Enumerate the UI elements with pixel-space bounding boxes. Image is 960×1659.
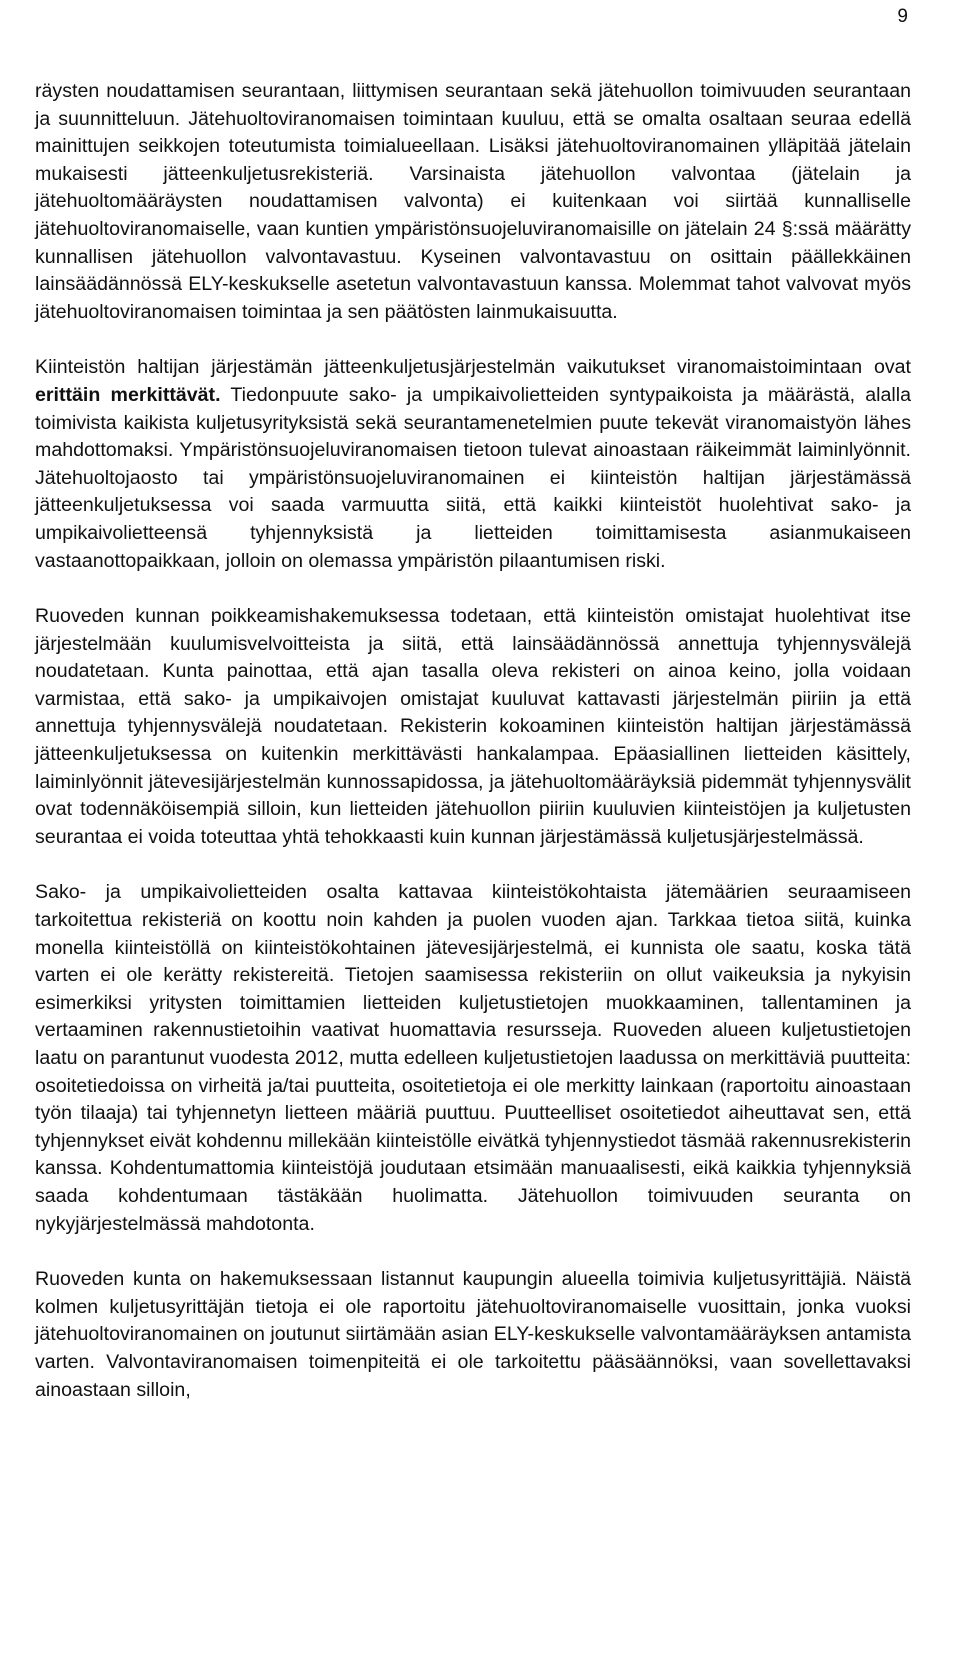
paragraph-5: Ruoveden kunta on hakemuksessaan listannut kaupungin alueella toimivia kuljetusyrittäjiä. Näistä kolmen kuljetusyrittäjän tietoja ei ole raportoitu jätehuoltoviranomaiselle vuosittain, jonka vuoksi jätehuoltoviranomainen on joutunut siirtämään asian ELY-keskukselle valvontamääräyksen antamista varten. Valvontaviranomaisen toimenpiteitä ei ole tarkoitettu pääsäännöksi, vaan sovellettavaksi ainoastaan silloin, <box>35 1268 911 1401</box>
paragraph-1: räysten noudattamisen seurantaan, liittymisen seurantaan sekä jätehuollon toimivuuden seurantaan ja suunnitteluun. Jätehuoltoviranomaisen toimintaan kuuluu, että se omalta osaltaan seuraa edellä mainittujen seikkojen toteutumista toimialueellaan. Lisäksi jätehuoltoviranomainen ylläpitää jätelain mukaisesti jätteenkuljetusrekisteriä. Varsinaista jätehuollon valvontaa (jätelain ja jätehuoltomääräysten noudattamisen valvonta) ei kuitenkaan voi siirtää kunnalliselle jätehuoltoviranomaiselle, vaan kuntien ympäristönsuojeluviranomaisille on jätelain 24 §:ssä määrätty kunnallisen jätehuollon valvontavastuu. Kyseinen valvontavastuu on osittain päällekkäinen lainsäädännössä ELY-keskukselle asetetun valvontavastuun kanssa. Molemmat tahot valvovat myös jätehuoltoviranomaisen toimintaa ja sen päätösten lainmukaisuutta. <box>35 80 911 323</box>
paragraph-2-text-before: Kiinteistön haltijan järjestämän jätteenkuljetusjärjestelmän vaikutukset viranomaistoimintaan ovat <box>35 356 911 379</box>
paragraph-3: Ruoveden kunnan poikkeamishakemuksessa todetaan, että kiinteistön omistajat huolehtivat itse järjestelmään kuulumisvelvoitteista ja siitä, että lainsäädännössä annettuja tyhjennysvälejä noudatetaan. Kunta painottaa, että ajan tasalla oleva rekisteri on ainoa keino, jolla voidaan varmistaa, että sako- ja umpikaivojen omistajat kuuluvat kattavasti järjestelmän piiriin ja että annettuja tyhjennysvälejä noudatetaan. Rekisterin kokoaminen kiinteistön haltijan järjestämässä jätteenkuljetuksessa on kuitenkin merkittävästi hankalampaa. Epäasiallinen lietteiden käsittely, laiminlyönnit jätevesijärjestelmän kunnossapidossa, ja jätehuoltomääräyksiä pidemmät tyhjennysvälit ovat todennäköisempiä silloin, kun lietteiden jätehuollon piiriin kuuluvien kiinteistöjen ja kuljetusten seurantaa ei voida toteuttaa yhtä tehokkaasti kuin kunnan järjestämässä kuljetusjärjestelmässä. <box>35 605 911 848</box>
paragraph-2-bold-text: erittäin merkittävät. <box>35 383 221 406</box>
page-number: 9 <box>897 6 908 27</box>
document-body <box>35 78 911 1404</box>
paragraph-4: Sako- ja umpikaivolietteiden osalta kattavaa kiinteistökohtaista jätemäärien seuraamiseen tarkoitettua rekisteriä on koottu noin kahden ja puolen vuoden ajan. Tarkkaa tietoa siitä, kuinka monella kiinteistöllä on kiinteistökohtainen jätevesijärjestelmä, ei kunnista ole saatu, koska tätä varten ei ole kerätty rekistereitä. Tietojen saamisessa rekisteriin on ollut vaikeuksia ja nykyisin esimerkiksi yritysten toimittamien lietteiden kuljetustietojen muokkaaminen, tallentaminen ja vertaaminen rakennustietoihin vaativat huomattavia resursseja. Ruoveden alueen kuljetustietojen laatu on parantunut vuodesta 2012, mutta edelleen kuljetustietojen laadussa on merkittäviä puutteita: osoitetiedoissa on virheitä ja/tai puutteita, osoitetietoja ei ole merkitty lainkaan (raportoitu ainoastaan työn tilaaja) tai tyhjennetyn lietteen määriä puuttuu. Puutteelliset osoitetiedot aiheuttavat sen, että tyhjennykset eivät kohdennu millekään kiinteistölle eivätkä tyhjennystiedot täsmää rakennusrekisterin kanssa. Kohdentumattomia kiinteistöjä joudutaan etsimään manuaalisesti, eikä kaikkia tyhjennyksiä saada kohdentumaan tästäkään huolimatta. Jätehuollon toimivuuden seuranta on nykyjärjestelmässä mahdotonta. <box>35 881 911 1235</box>
paragraph-2 <box>35 354 911 575</box>
paragraph-2-text-after: Tiedonpuute sako- ja umpikaivolietteiden syntypaikoista ja määrästä, alalla toimivista kaikista kuljetusyrityksistä sekä seurantamenetelmien puute tekevät viranomaistyön lähes mahdottomaksi. Ympäristönsuojeluviranomaisen tietoon tulevat ainoastaan räikeimmät laiminlyönnit. Jätehuoltojaosto tai ympäristönsuojeluviranomainen ei kiinteistön haltijan järjestämässä jätteenkuljetuksessa voi saada varmuutta siitä, että kaikki kiinteistöt huolehtivat sako- ja umpikaivolietteensä tyhjennyksistä ja lietteiden toimittamisesta asianmukaiseen vastaanottopaikkaan, jolloin on olemassa ympäristön pilaantumisen riski. <box>35 383 912 572</box>
